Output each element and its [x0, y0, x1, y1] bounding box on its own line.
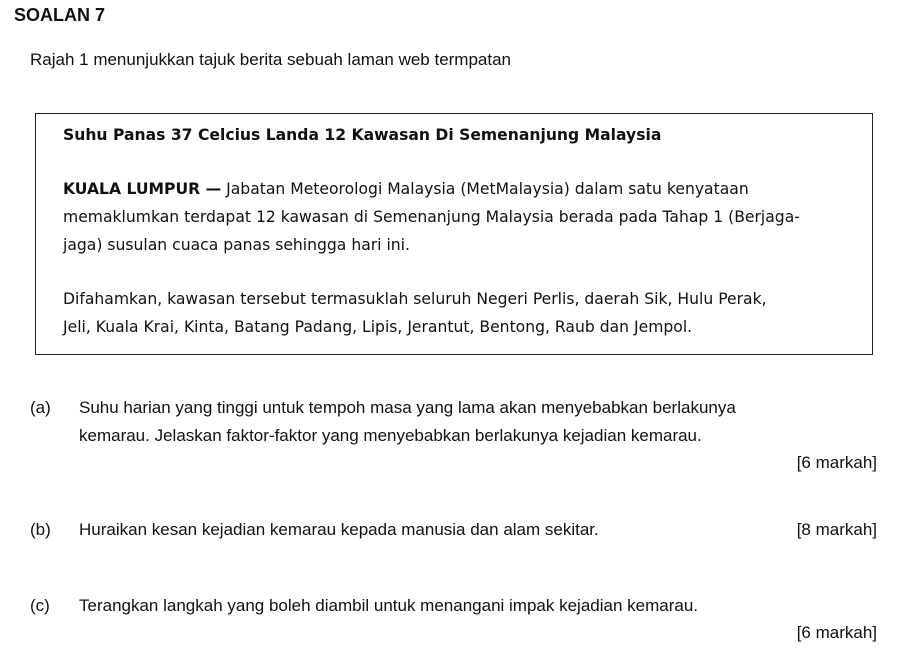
question-title: SOALAN 7 — [14, 5, 106, 25]
part-c-marks: [6 markah] — [796, 623, 877, 642]
part-a-text-line-1: Suhu harian yang tinggi untuk tempoh masa yang lama akan menyebabkan berlakunya — [79, 398, 736, 417]
news-headline: Suhu Panas 37 Celcius Landa 12 Kawasan Di Semenanjung Malaysia — [63, 126, 662, 144]
part-b-marks: [8 markah] — [796, 520, 877, 539]
part-c-text-line-1: Terangkan langkah yang boleh diambil untuk menangani impak kejadian kemarau. — [79, 596, 699, 615]
part-a-text-line-2: kemarau. Jelaskan faktor-faktor yang menyebabkan berlakunya kejadian kemarau. — [79, 426, 702, 445]
news-paragraph-2-line-2: Jeli, Kuala Krai, Kinta, Batang Padang, Lipis, Jerantut, Bentong, Raub dan Jempol. — [63, 318, 693, 336]
part-b-label: (b) — [30, 520, 51, 539]
news-paragraph-2-line-1: Difahamkan, kawasan tersebut termasuklah seluruh Negeri Perlis, daerah Sik, Hulu Perak, — [63, 290, 767, 308]
news-paragraph-1-line-1-text: Jabatan Meteorologi Malaysia (MetMalaysia) dalam satu kenyataan — [221, 180, 749, 198]
news-dateline: KUALA LUMPUR — — [63, 180, 222, 198]
news-paragraph-1-line-2: memaklumkan terdapat 12 kawasan di Semenanjung Malaysia berada pada Tahap 1 (Berjaga- — [63, 208, 800, 226]
news-paragraph-1-line-1 — [63, 180, 749, 198]
news-excerpt-box — [35, 113, 873, 355]
news-paragraph-1-line-3: jaga) susulan cuaca panas sehingga hari ini. — [63, 236, 410, 254]
question-intro: Rajah 1 menunjukkan tajuk berita sebuah laman web termpatan — [30, 50, 512, 69]
part-a-label: (a) — [30, 398, 51, 417]
part-c-label: (c) — [30, 596, 50, 615]
part-b-text-line-1: Huraikan kesan kejadian kemarau kepada manusia dan alam sekitar. — [79, 520, 599, 539]
part-a-marks: [6 markah] — [796, 453, 877, 472]
